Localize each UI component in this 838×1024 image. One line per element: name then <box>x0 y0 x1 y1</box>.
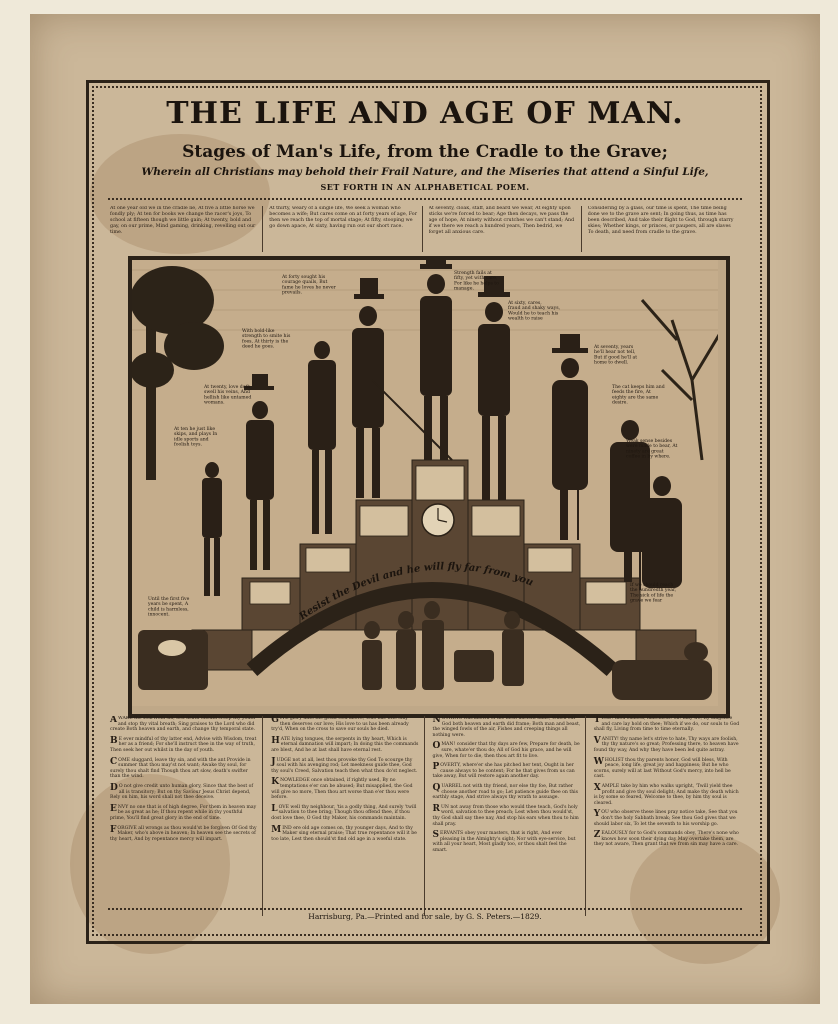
stanza-initial: V <box>593 735 601 746</box>
poem-stanza <box>594 758 742 780</box>
page-subtitle: Stages of Man's Life, from the Cradle to the Grave; <box>182 142 668 162</box>
poem-stanza <box>433 805 581 827</box>
stanza-initial: J <box>271 756 276 767</box>
svg-text:At twenty, love dothswell his: At twenty, love doth swell his veins, And hellish like untamed womans. <box>204 385 252 406</box>
top-verse: At seventy, cloak, staff, and beard we wear, At eighty upon sticks we're forced to bear; Age then decays, we pass the age of hope, At ninety without crutches we can't stand; And if we there we reach a hundred years, Then bedrid, we forget all anxious care. <box>429 206 582 252</box>
page-title: THE LIFE AND AGE OF MAN. <box>166 96 684 131</box>
stanza-initial: K <box>271 777 280 788</box>
stanza-text: OME sluggard, leave thy sin, and with the ant Provide in summer that thou may'st not want; Awake thy soul, for surely thou shalt find Though thou art slow, death's swifter than the wind. <box>110 757 251 780</box>
stanza-text: E ever mindful of thy latter end, Advise with Wisdom, treat her as a friend; For she'll instruct thee in the way of truth, Then seek her out whilst in the day of youth. <box>110 736 257 753</box>
stanza-text: IND ere old age comes on, thy younger days, And to thy Maker sing eternal praise; That true repentance will it be too late, Lest then should'st find old age in a woeful state. <box>271 825 417 842</box>
stanza-text: NOWLEDGE once obtained, if rightly used, By no temptations e'er can be abused; But misapplied, the God will give no more, Then thou art worse than e'er thou were before. <box>271 778 413 801</box>
poem-column <box>590 716 746 916</box>
page-subtitle-italic: Wherein all Christians may behold their Frail Nature, and the Miseries that attend a Sinful Life, <box>141 166 709 178</box>
poem-stanza <box>433 831 581 853</box>
stanza-initial: S <box>432 830 439 841</box>
imprint: Harrisburg, Pa.—Printed and for sale, by G. S. Peters.—1829. <box>308 912 542 921</box>
stanza-initial: C <box>110 756 118 767</box>
stanza-initial: B <box>110 735 118 746</box>
poem-stanza <box>433 763 581 780</box>
alphabetical-poem <box>106 716 746 916</box>
poem-stanza <box>110 784 258 801</box>
stanza-initial: G <box>271 716 279 725</box>
stanza-text: OU who observe these lines pray notice take, See that you don't the holy Sabbath break; See thou God gives that we should labor six, To let the seventh to his worship go. <box>593 810 738 827</box>
stanza-text: UDGE not at all, lest thou provoke thy God To scourge thy soul with his avenging rod; Let meekness guide thee, God thy soul's Creed, Salvation teach then what thou do'st neglect. <box>271 757 418 774</box>
poem-stanza <box>271 778 419 800</box>
top-verses <box>110 206 740 252</box>
stanza-text: ATE lying tongues, the serpents in thy heart, Which is eternal damnation will impart; In doing this the commands are blest, And he at last shall have eternal rest. <box>271 736 419 753</box>
stanza-initial: O <box>432 741 441 752</box>
divider <box>108 908 742 910</box>
stanza-text: OVERTY, where'er she has pitched her tent, Ought in her cause always to be content; For he that gives from us can take away, But will restore again another day. <box>432 763 575 780</box>
stanza-text: UARREL not with thy friend, nor else thy foe, But rather choose another road to go; Let patience guide thee on this earthly stage, And strive always thy wrath to assuage. <box>432 783 578 801</box>
poem-stanza <box>271 716 419 733</box>
poem-stanza <box>110 805 258 822</box>
stanza-initial: M <box>271 824 282 835</box>
svg-text:Strength fails atfifty, yet wi: Strength fails at fifty, yet with care, For like he helps to manage. <box>454 271 499 292</box>
poem-column <box>429 716 586 916</box>
poem-column <box>106 716 263 916</box>
figure-label-5: Until the first five years be spent, A child is harmless, innocent. <box>148 597 190 618</box>
top-verse: At thirty, weary of a single life, We seek a woman who becomes a wife; But cares come on at forty years of age, For then we reach the top of mortal stage; At fifty, stooping we go down apace, At sixty, having run out our short race. <box>269 206 422 252</box>
stanza-text: HOLIST thou thy parents honor, God will bless, With peace, long life, great joy and happiness; But he who scorns, surely will at last Without God's mercy, into hell be cast. <box>593 757 731 780</box>
stanza-text: EALOUSLY for to God's commands obey, There's none who knows how soon their dying day May overtake them, are they not aware, Then grant that we from sin may have a care. <box>593 831 739 848</box>
stanza-text: AMPLE take by him who walks upright, 'Twill yield thee profit and give thy soul delight; And make thy death which is by some so feared, Welcome to thee, by him thy soul is cleared. <box>593 783 739 806</box>
svg-text:At forty sought hiscourage qua: At forty sought his courage quails, But fame he loves he never prevails. <box>282 275 336 296</box>
divider <box>108 198 742 200</box>
poem-stanza <box>110 737 258 754</box>
stanza-text: WAKE the soul from sin, lest death Should creep thy youth and stop thy vital breath; Sing praises to the Lord who did create Both heaven and earth, and change thy temporal state. <box>110 716 256 733</box>
poem-stanza <box>433 784 581 801</box>
stanza-initial: T <box>593 716 601 725</box>
poem-stanza <box>594 831 742 848</box>
stanza-initial: A <box>110 716 117 725</box>
figure-label-10: At ten he just like skips, and plays In idle sports and foolish toys. <box>174 427 218 448</box>
stanza-initial: Q <box>432 782 441 793</box>
stanza-initial: Z <box>593 830 601 841</box>
stanza-text: IVE glory unto the great God above, Who has who only then deserves our love; His love to us has been already try'd, When on the cross to save our souls he died. <box>271 716 409 733</box>
stanza-initial: L <box>271 803 278 814</box>
stanza-text: ANITY! thy name let's strive to hate, Thy ways are foolish, thy thy nature's so great; Professing there, to heaven have found thy way, And why they have been led quite astray. <box>593 736 739 753</box>
stanza-text: NVY no one that is of high degree, For them in heaven may be as great as he; If thou repent while in thy youthful prime, You'll find great glory in the end of time. <box>110 804 257 821</box>
top-verse: At one year old we in the cradle lie, At five a little horse we fondly ply; At ten for books we change the racer's joys, To school at fifteen though we little gain; At twenty, bold and gay, on our prime, Mind gaming, drinking, revelling out our time. <box>110 206 263 252</box>
poem-stanza <box>433 742 581 759</box>
woodcut-illustration <box>128 256 730 718</box>
poem-stanza <box>594 716 742 733</box>
poem-stanza <box>110 758 258 780</box>
poem-stanza <box>271 758 419 775</box>
svg-text:Weak sense besideswere made to: Weak sense besides were made to bear, At ninety are great coffee in by where. <box>626 439 678 460</box>
stanza-initial: X <box>593 782 601 793</box>
stanza-initial: F <box>110 824 117 835</box>
top-verse: Considering by a glass, our time is spent, The time being done we to the grave are sent; In going thus, as time has been described, And take their flight to God, through starry skies; Whether kings, or princes, or paupers, all are slaves To death, and need from cradle to the grave. <box>587 206 734 235</box>
stanza-initial: E <box>110 803 117 814</box>
stanza-text: UN not away from those who would thee teach, God's holy word, salvation to thee preach; Lest when thou would'st, thy God shall say thee nay, And stop his ears when thou to him shall pray. <box>432 804 579 827</box>
stanza-initial: H <box>271 735 280 746</box>
stanza-initial: D <box>110 782 118 793</box>
poem-stanza <box>594 737 742 754</box>
stanza-initial: R <box>432 803 440 814</box>
stanza-initial: N <box>432 716 441 725</box>
stanza-text: OTHING was known of the most ancient fame, Which our God both heaven and earth did frame; Both man and beast, the winged fowls of the air, Fishes and creeping things all nothing were. <box>432 716 581 738</box>
stanza-text: O not give credit unto human glory, Since that the best of all is transitory; But on thy Saviour Jesus Christ depend, Rely on him, his word shall not thee deceive. <box>110 783 254 801</box>
stanza-initial: Y <box>593 809 601 820</box>
poem-stanza <box>271 805 419 822</box>
poem-stanza <box>594 810 742 827</box>
poem-stanza <box>110 716 258 733</box>
stanza-text: ORGIVE all wrongs as thou would'st be forgiven Of God thy Maker, who's above in heaven; In heaven see the secrets of thy heart, And by repentance mercy will impart. <box>110 825 257 842</box>
page-subtitle-caps: SET FORTH IN AN ALPHABETICAL POEM. <box>320 182 530 192</box>
svg-text:The cat keeps him andfeeds the: The cat keeps him and feeds the fire, At eighty are the same desire. <box>612 385 665 406</box>
svg-text:With bold-likestrength to smit: With bold-like strength to smite his foes, At thirty is the deed he goes. <box>242 329 291 350</box>
stanza-text: OVE well thy neighbour, 'tis a godly thing, And surely 'twill salvation to thee bring; Though thou offend thee, if thou dost love thee, O God thy Maker, his commands maintain. <box>271 804 417 821</box>
illustration-svg <box>132 260 718 706</box>
poem-stanza <box>110 826 258 843</box>
stanza-initial: P <box>432 762 440 773</box>
poem-stanza <box>271 826 419 843</box>
stanza-initial: W <box>593 756 604 767</box>
stanza-text: MAN! consider that thy days are few, Prepare for death, be sure, whate'er thou do; All of God his grace, and he will give, When for to die, then thou art fit to live. <box>432 742 580 759</box>
stanza-text: IME! thou endless, matchless! oh! may we, By diligence and care lay hold on thee; Which if we do, our souls to God shall fly, Living from time to time eternally. <box>593 716 740 733</box>
stanza-text: ERVANTS obey your masters, that is right, And ever pleasing in the Almighty's sight; Nor with eye-service, but with all your heart, Most gladly too, or thou shalt feel the smart. <box>432 831 576 853</box>
svg-text:At sixty, cares,fraud and shak: At sixty, cares, fraud and shaky ways, Would he to teach his wealth to raise <box>508 301 561 322</box>
svg-text:If we should reachthe hundredt: If we should reach the hundredth year, The sick of life the grave we fear <box>630 583 677 604</box>
poem-stanza <box>271 737 419 754</box>
poem-column <box>267 716 424 916</box>
poem-stanza <box>433 716 581 738</box>
svg-text:At seventy, yearshe'll hear no: At seventy, years he'll hear not tell, But if good he'll at home to dwell. <box>594 345 638 366</box>
poem-stanza <box>594 784 742 806</box>
banner-text: Resist the Devil and he will fly far from you <box>297 561 535 623</box>
